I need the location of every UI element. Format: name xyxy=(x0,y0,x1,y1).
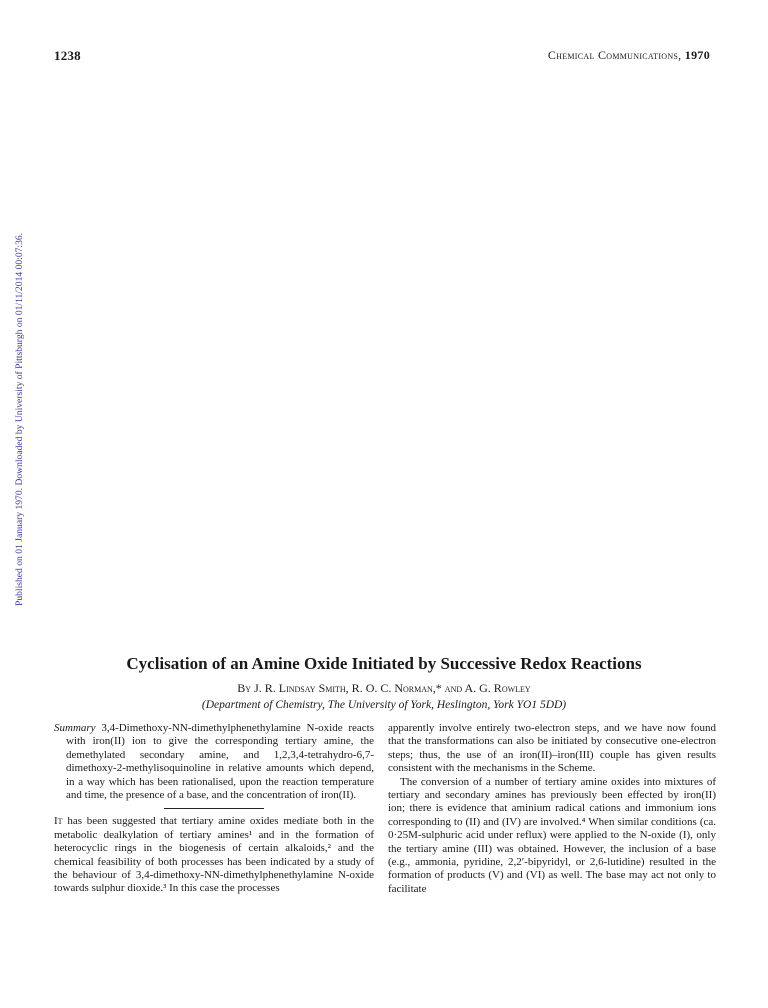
body-paragraph-1 xyxy=(54,815,374,895)
paragraph-text: has been suggested that tertiary amine oxides mediate both in the metabolic dealkylation of tertiary amines¹ and in the formation of heterocyclic rings in the biogenesis of certain alkaloids,² and the chemical feasibility of both processes has been indicated by a study of the behaviour of 3,4-dimethoxy-NN-dimethylphenethylamine N-oxide towards sulphur dioxide.³ In this case the processes xyxy=(54,815,374,895)
paragraph-lead: It xyxy=(54,815,63,828)
body-paragraph-3: The conversion of a number of tertiary amine oxides into mixtures of tertiary and secondary amines has previously been effected by iron(II) ion; there is evidence that aminium radical cations and immonium ions corresponding to (II) and (IV) are involved.⁴ When similar conditions (ca. 0·25M-sulphuric acid under reflux) were applied to the N-oxide (I), only the tertiary amine (III) was obtained. However, the inclusion of a base (e.g., ammonia, pyridine, 2,2′-bipyridyl, or 2,6-lutidine) resulted in the formation of products (V) and (VI) as well. The base may act not only to facilitate xyxy=(388,775,716,895)
body-paragraph-2: apparently involve entirely two-electron steps, and we have now found that the transformations can also be initiated by consecutive one-electron steps; thus, the use of an iron(II)–iron(III) couple has given results consistent with the mechanisms in the Scheme. xyxy=(388,722,716,775)
summary-text: 3,4-Dimethoxy-NN-dimethylphenethylamine N-oxide reacts with iron(II) ion to give the corresponding tertiary amine, the demethylated secondary amine, and 1,2,3,4-tetrahydro-6,7-dimethoxy-2-methylisoquinoline in relative amounts which depend, in a way which has been rationalised, upon the reaction temperature and time, the presence of a base, and the concentration of iron(II). xyxy=(66,722,374,802)
download-notice: Published on 01 January 1970. Downloaded by University of Pittsburgh on 01/11/2014 00:07:36. xyxy=(14,232,25,606)
summary xyxy=(54,722,374,802)
page-number: 1238 xyxy=(54,48,81,63)
article-title: Cyclisation of an Amine Oxide Initiated by Successive Redox Reactions xyxy=(126,654,642,673)
journal-header xyxy=(548,48,710,63)
article-affiliation: (Department of Chemistry, The University of York, Heslington, York YO1 5DD) xyxy=(201,699,567,711)
left-column xyxy=(54,722,374,896)
journal-name: Chemical Communications, xyxy=(547,48,682,62)
journal-year: 1970 xyxy=(684,48,710,62)
section-divider xyxy=(164,808,264,809)
article-authors: By J. R. Lindsay Smith, R. O. C. Norman,* and A. G. Rowley xyxy=(237,681,531,695)
summary-label: Summary xyxy=(54,722,96,734)
right-column xyxy=(388,722,716,896)
